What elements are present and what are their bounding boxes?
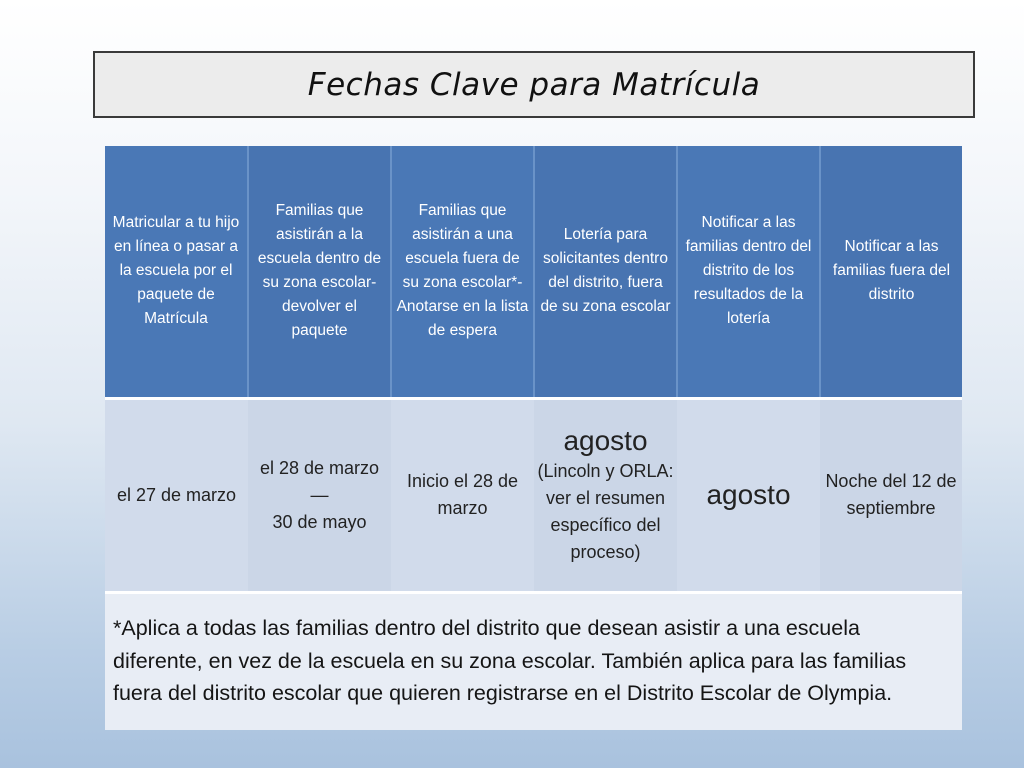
header-cell-notify-in-district: Notificar a las familias dentro del distrito de los resultados de la lotería: [677, 146, 820, 398]
notify-month: agosto: [706, 479, 791, 510]
date-cell-enroll-online: el 27 de marzo: [105, 398, 248, 592]
footnote-row: [105, 592, 962, 730]
footnote-text: *Aplica a todas las familias dentro del distrito que desean asistir a una escuela diferente, en vez de la escuela en su zona escolar. También aplica para las familias fuera del distrito escolar que quieren registrarse en el Distrito Escolar de Olympia.: [105, 592, 962, 730]
title-box: [93, 51, 975, 118]
date-cell-lottery: [534, 398, 677, 592]
lottery-note: (Lincoln y ORLA: ver el resumen específico del proceso): [537, 461, 674, 562]
header-cell-lottery: Lotería para solicitantes dentro del distrito, fuera de su zona escolar: [534, 146, 677, 398]
date-cell-notify-in-district: [677, 398, 820, 592]
header-cell-waitlist: Familias que asistirán a una escuela fuera de su zona escolar*- Anotarse en la lista de espera: [391, 146, 534, 398]
date-range-start: el 28 de marzo—: [259, 457, 380, 505]
dates-table: [105, 146, 962, 730]
lottery-month: agosto: [563, 425, 648, 456]
page-title: Fechas Clave para Matrícula: [307, 66, 761, 103]
date-cell-notify-out-district: Noche del 12 de septiembre: [820, 398, 962, 592]
header-row: [105, 146, 962, 398]
date-cell-return-packet: [248, 398, 391, 592]
date-cell-waitlist: Inicio el 28 de marzo: [391, 398, 534, 592]
dates-row: [105, 398, 962, 592]
header-cell-return-packet: Familias que asistirán a la escuela dentro de su zona escolar- devolver el paquete: [248, 146, 391, 398]
header-cell-notify-out-district: Notificar a las familias fuera del distrito: [820, 146, 962, 398]
date-range-end: 30 de mayo: [272, 511, 367, 532]
header-cell-enroll-online: Matricular a tu hijo en línea o pasar a la escuela por el paquete de Matrícula: [105, 146, 248, 398]
